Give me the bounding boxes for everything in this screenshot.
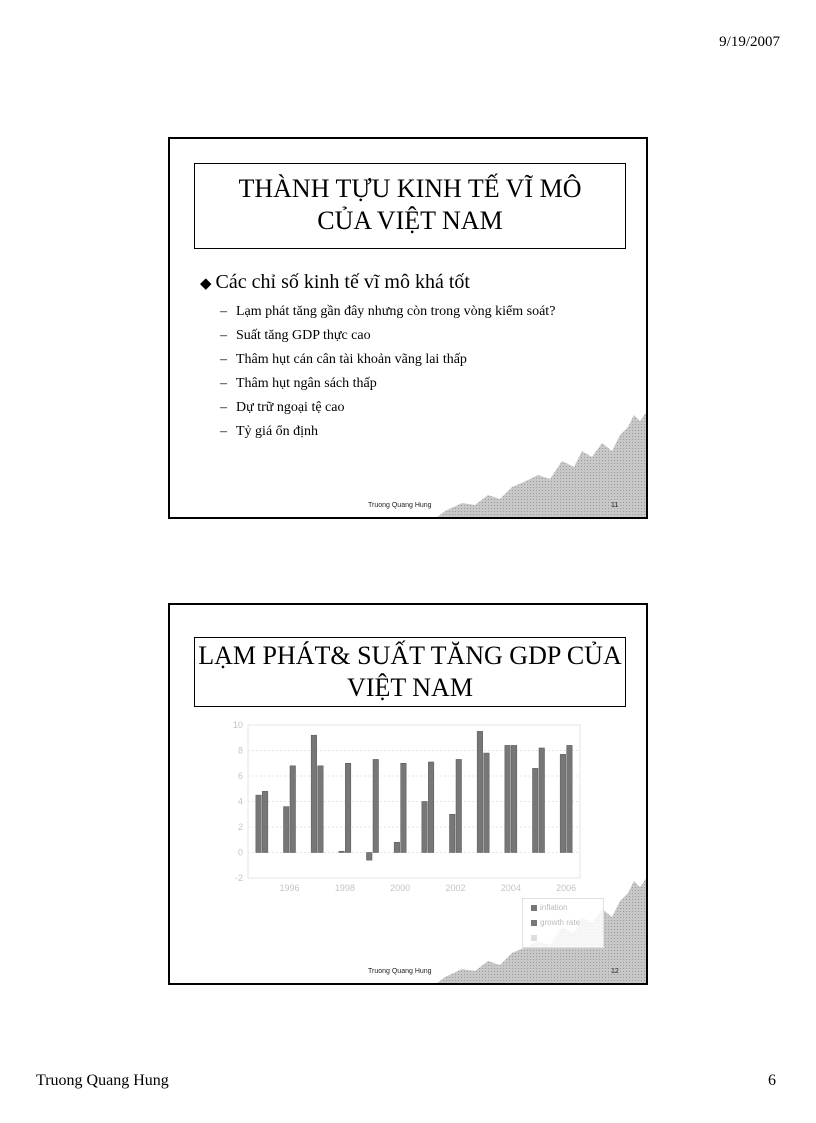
list-item: – Thâm hụt ngân sách thấp [220, 376, 377, 391]
slide-number: 11 [611, 502, 619, 509]
slide-number: 12 [611, 968, 619, 975]
main-bullet [200, 271, 470, 294]
inflation-gdp-bar-chart [170, 605, 648, 905]
x-tick-label: 2006 [556, 883, 577, 893]
bar-inflation-2001 [422, 802, 428, 853]
footer-page-number: 6 [768, 1072, 776, 1089]
x-tick-label: 1998 [334, 883, 355, 893]
dash-icon: – [220, 304, 227, 319]
dash-icon: – [220, 328, 227, 343]
bar-growth-rate-2006 [567, 745, 573, 852]
slide-11 [168, 137, 648, 519]
bar-inflation-1996 [284, 807, 290, 853]
bar-inflation-2003 [477, 731, 483, 852]
bar-inflation-2004 [505, 745, 511, 852]
bar-growth-rate-1995 [262, 791, 268, 852]
y-tick-label: 10 [232, 720, 243, 730]
x-tick-label: 1996 [279, 883, 300, 893]
bar-growth-rate-2000 [401, 763, 407, 852]
dash-icon: – [220, 400, 227, 415]
bar-growth-rate-1999 [373, 759, 379, 852]
legend-item: inflation [531, 901, 603, 914]
bar-growth-rate-1998 [345, 763, 351, 852]
chart-legend [522, 898, 604, 948]
slide-title-line2: CỦA VIỆT NAM [317, 206, 503, 235]
bar-inflation-2005 [533, 768, 539, 852]
slide-title-line2: VIỆT NAM [347, 673, 473, 702]
slide-12 [168, 603, 648, 985]
list-item: – Dự trữ ngoại tệ cao [220, 400, 345, 415]
sub-bullet-list [220, 303, 600, 447]
legend-item: growth rate [531, 916, 603, 929]
x-tick-label: 2004 [500, 883, 521, 893]
bar-inflation-1999 [367, 853, 373, 861]
bar-growth-rate-1996 [290, 766, 296, 853]
bar-growth-rate-1997 [318, 766, 324, 853]
legend-item [531, 931, 603, 944]
page-date: 9/19/2007 [719, 34, 780, 50]
slide-footer-author: Truong Quang Hung [368, 968, 432, 975]
legend-swatch [531, 905, 537, 911]
dash-icon: – [220, 352, 227, 367]
y-tick-label: 6 [237, 771, 243, 781]
y-tick-label: 8 [237, 745, 243, 756]
list-item: – Lạm phát tăng gần đây nhưng còn trong vòng kiểm soát? [220, 304, 556, 319]
bar-inflation-1997 [311, 735, 317, 852]
bar-inflation-2000 [394, 842, 400, 852]
bar-growth-rate-2004 [511, 745, 517, 852]
y-tick-label: 4 [237, 796, 243, 807]
bar-inflation-1995 [256, 795, 262, 852]
bar-growth-rate-2001 [428, 762, 434, 853]
legend-swatch [531, 935, 537, 941]
bar-growth-rate-2002 [456, 759, 462, 852]
slide-title [194, 163, 626, 249]
slide-title-line1: THÀNH TỰU KINH TẾ VĨ MÔ [238, 174, 582, 203]
list-item: – Tỷ giá ổn định [220, 424, 319, 439]
bar-inflation-2006 [560, 754, 566, 852]
bar-inflation-1998 [339, 851, 345, 852]
y-tick-label: 2 [237, 822, 243, 832]
list-item: – Suất tăng GDP thực cao [220, 328, 371, 343]
y-tick-label: -2 [234, 873, 243, 883]
main-bullet-text: Các chỉ số kinh tế vĩ mô khá tốt [215, 271, 470, 293]
bar-growth-rate-2005 [539, 748, 545, 853]
bar-growth-rate-2003 [484, 753, 490, 852]
y-tick-label: 0 [237, 847, 243, 858]
footer-author: Truong Quang Hung [36, 1072, 169, 1089]
dash-icon: – [220, 376, 227, 391]
x-tick-label: 2002 [445, 883, 466, 893]
legend-swatch [531, 920, 537, 926]
dash-icon: – [220, 424, 227, 439]
x-tick-label: 2000 [390, 883, 411, 893]
slide-title-line1: LẠM PHÁT& SUẤT TĂNG GDP CỦA [198, 641, 622, 670]
slide-footer-author: Truong Quang Hung [368, 502, 432, 509]
bar-inflation-2002 [450, 814, 456, 852]
diamond-bullet-icon: ◆ [200, 276, 212, 292]
list-item: – Thâm hụt cán cân tài khoản vãng lai thấp [220, 352, 467, 367]
